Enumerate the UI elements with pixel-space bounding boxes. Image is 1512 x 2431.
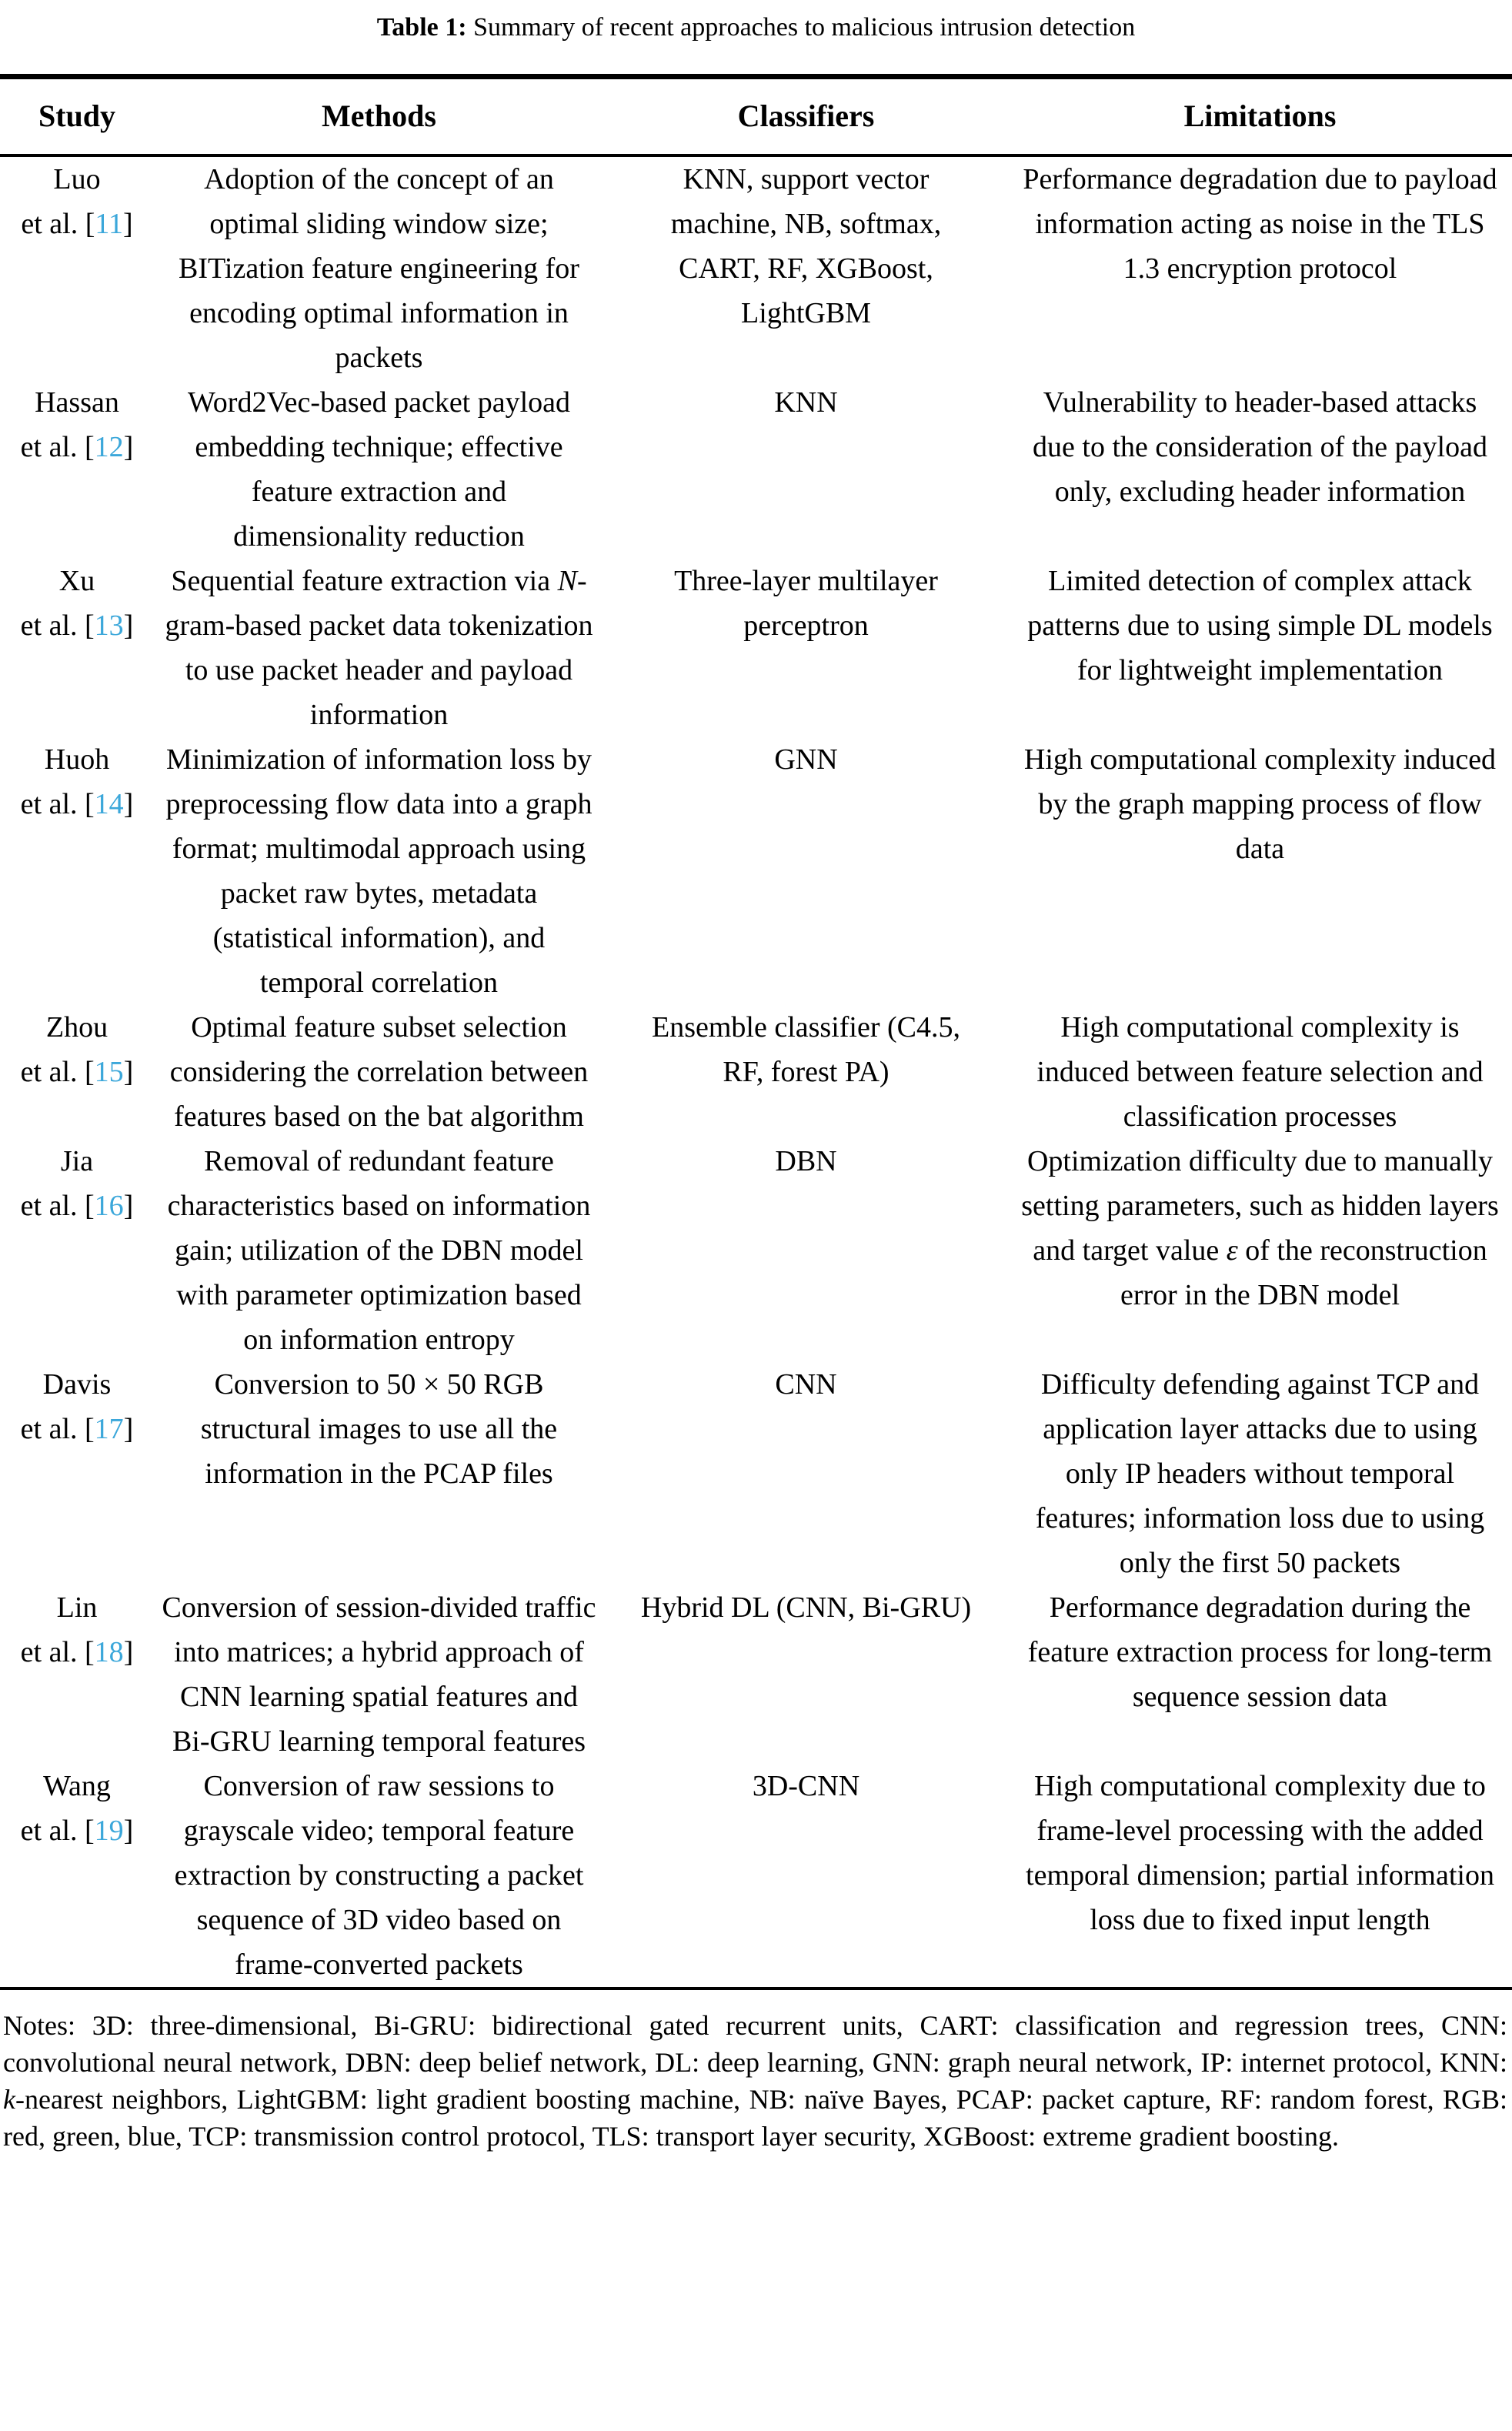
table-caption-label: Table 1: [376, 13, 467, 42]
study-name: Davis [42, 1368, 112, 1401]
study-etal: et al. [17] [20, 1413, 134, 1445]
table-row [0, 737, 1512, 1005]
study-name: Zhou [45, 1011, 108, 1044]
study-name: Huoh [44, 743, 110, 776]
study-name: Jia [60, 1145, 94, 1177]
methods-cell: Adoption of the concept of an optimal sliding window size; BITization feature engineering for encoding optimal information in packets [179, 163, 579, 374]
table-row [0, 1005, 1512, 1139]
study-etal: et al. [15] [20, 1056, 134, 1088]
methods-cell: Removal of redundant feature characteristics based on information gain; utilization of the DBN model with parameter optimization based on information entropy [167, 1145, 591, 1356]
methods-cell: Optimal feature subset selection considering the correlation between features based on the bat algorithm [169, 1011, 589, 1133]
citation-ref-link[interactable]: 16 [94, 1190, 124, 1222]
study-cell [0, 559, 154, 737]
study-name: Lin [56, 1591, 98, 1624]
table-row [0, 1764, 1512, 1989]
classifiers-cell: KNN, support vector machine, NB, softmax, CART, RF, XGBoost, LightGBM [670, 163, 942, 329]
table-row [0, 155, 1512, 380]
methods-cell: Word2Vec-based packet payload embedding technique; effective feature extraction and dimensionality reduction [187, 386, 571, 553]
methods-cell: Conversion of raw sessions to grayscale video; temporal feature extraction by constructing a packet sequence of 3D video based on frame-converted packets [174, 1770, 584, 1981]
classifiers-cell: CNN [775, 1368, 837, 1401]
column-header-limitations: Limitations [1008, 79, 1512, 155]
limitations-cell: High computational complexity induced by the graph mapping process of flow data [1023, 743, 1497, 865]
citation-ref-link[interactable]: 14 [94, 788, 124, 820]
study-cell [0, 737, 154, 1005]
table-row [0, 1362, 1512, 1585]
study-cell [0, 1362, 154, 1585]
study-name: Hassan [35, 386, 119, 419]
study-cell [0, 1585, 154, 1764]
study-cell [0, 155, 154, 380]
study-name: Luo [53, 163, 101, 195]
table-header-row [0, 79, 1512, 155]
table-notes: Notes: 3D: three-dimensional, Bi-GRU: bidirectional gated recurrent units, CART: classification and regression trees, CNN: convolutional neural network, DBN: deep belief network, DL: deep learning, GNN: graph neural network, IP: internet protocol, KNN: k-nearest neighbors, LightGBM: light gradient boosting machine, NB: naïve Bayes, PCAP: packet capture, RF: random forest, RGB: red, green, blue, TCP: transmission control protocol, TLS: transport layer security, XGBoost: extreme gradient boosting. [3, 2010, 1507, 2152]
citation-ref-link[interactable]: 17 [94, 1413, 124, 1445]
limitations-cell: Vulnerability to header-based attacks due to the consideration of the payload only, excluding header information [1033, 386, 1487, 508]
study-etal: et al. [18] [20, 1636, 134, 1668]
study-etal: et al. [13] [20, 609, 134, 642]
study-cell [0, 1139, 154, 1362]
methods-cell: Conversion to 50 × 50 RGB structural images to use all the information in the PCAP files [200, 1368, 558, 1490]
study-name: Xu [58, 565, 95, 597]
table-caption [0, 11, 1512, 45]
citation-ref-link[interactable]: 18 [94, 1636, 124, 1668]
methods-cell: Sequential feature extraction via N-gram-based packet data tokenization to use packet header and payload information [165, 565, 593, 731]
study-etal: et al. [11] [21, 208, 133, 240]
column-header-classifiers: Classifiers [604, 79, 1008, 155]
methods-cell: Conversion of session-divided traffic into matrices; a hybrid approach of CNN learning spatial features and Bi-GRU learning temporal features [162, 1591, 596, 1758]
study-etal: et al. [14] [20, 788, 134, 820]
classifiers-cell: Three-layer multilayer perceptron [674, 565, 938, 642]
limitations-cell: Performance degradation due to payload information acting as noise in the TLS 1.3 encryption protocol [1023, 163, 1497, 285]
classifiers-cell: Ensemble classifier (C4.5, RF, forest PA) [651, 1011, 960, 1088]
citation-ref-link[interactable]: 13 [94, 609, 124, 642]
classifiers-cell: GNN [774, 743, 838, 776]
study-etal: et al. [12] [20, 431, 134, 463]
table-top-double-rule [0, 74, 1512, 79]
table-row [0, 559, 1512, 737]
limitations-cell: Limited detection of complex attack patterns due to using simple DL models for lightweight implementation [1027, 565, 1493, 686]
citation-ref-link[interactable]: 11 [95, 208, 123, 240]
study-cell [0, 380, 154, 559]
table-body [0, 155, 1512, 1989]
study-cell [0, 1764, 154, 1989]
classifiers-cell: Hybrid DL (CNN, Bi-GRU) [640, 1591, 972, 1624]
column-header-methods: Methods [154, 79, 604, 155]
methods-cell: Minimization of information loss by preprocessing flow data into a graph format; multimodal approach using packet raw bytes, metadata (statistical information), and temporal correlation [165, 743, 592, 999]
table-row [0, 1139, 1512, 1362]
classifiers-cell: KNN [774, 386, 838, 419]
limitations-cell: Performance degradation during the feature extraction process for long-term sequence session data [1027, 1591, 1493, 1713]
citation-ref-link[interactable]: 15 [94, 1056, 124, 1088]
limitations-cell: Optimization difficulty due to manually setting parameters, such as hidden layers and target value ε of the reconstruction error in the DBN model [1021, 1145, 1499, 1311]
table-caption-text: Summary of recent approaches to malicious intrusion detection [473, 13, 1136, 42]
study-etal: et al. [19] [20, 1815, 134, 1847]
classifiers-cell: DBN [775, 1145, 837, 1177]
limitations-cell: High computational complexity due to frame-level processing with the added temporal dimension; partial information loss due to fixed input length [1026, 1770, 1494, 1936]
citation-ref-link[interactable]: 19 [94, 1815, 124, 1847]
limitations-cell: Difficulty defending against TCP and application layer attacks due to using only IP headers without temporal features; information loss due to using only the first 50 packets [1035, 1368, 1485, 1579]
table-row [0, 1585, 1512, 1764]
classifiers-cell: 3D-CNN [752, 1770, 860, 1802]
study-etal: et al. [16] [20, 1190, 134, 1222]
study-cell [0, 1005, 154, 1139]
study-name: Wang [43, 1770, 111, 1802]
citation-ref-link[interactable]: 12 [94, 431, 124, 463]
limitations-cell: High computational complexity is induced between feature selection and classification processes [1036, 1011, 1484, 1133]
column-header-study: Study [0, 79, 154, 155]
table-row [0, 380, 1512, 559]
summary-table [0, 79, 1512, 1990]
